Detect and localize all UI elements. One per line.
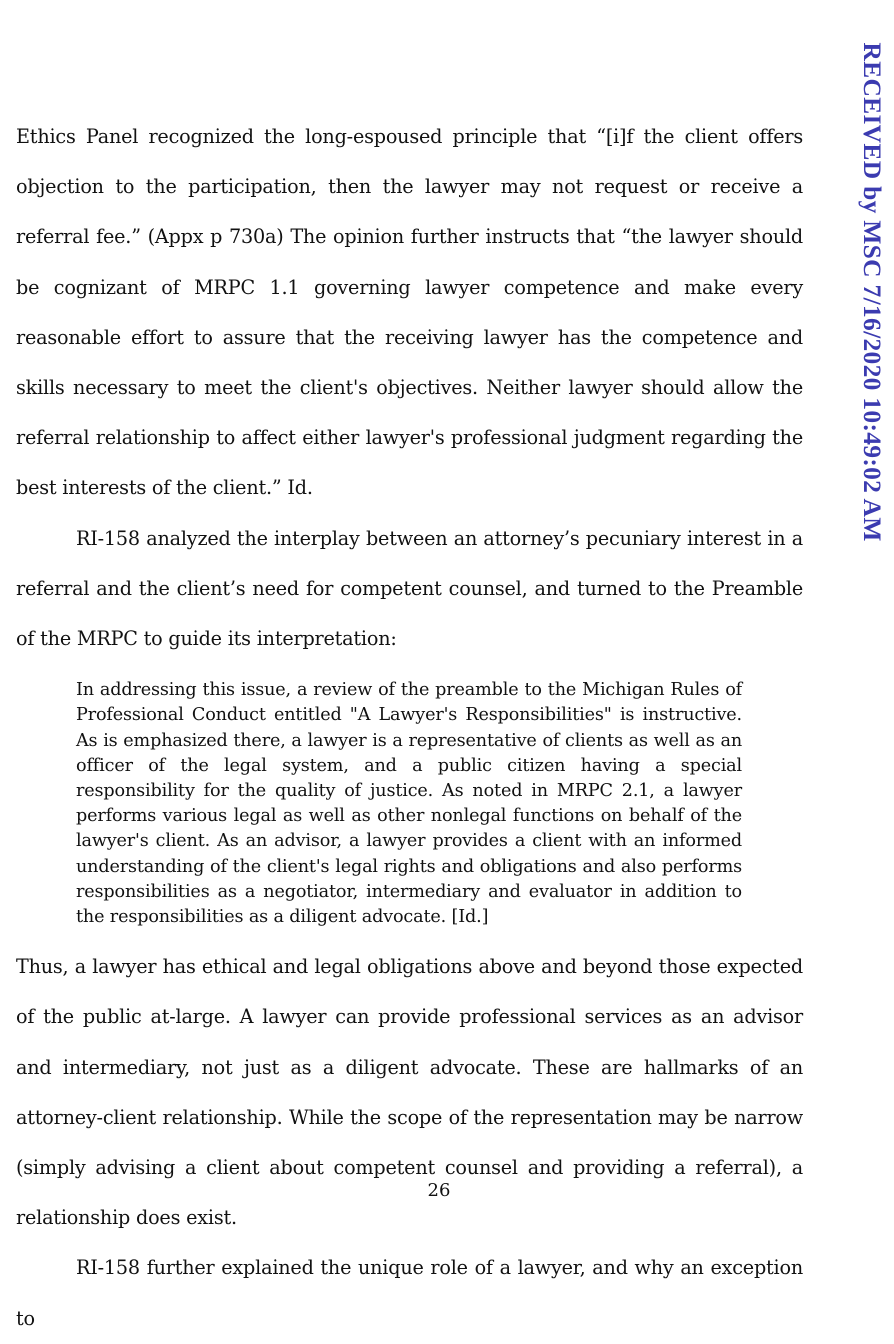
paragraph-ri158-further: RI-158 further explained the unique role of a lawyer, and why an exception to <box>16 1256 803 1330</box>
page-number: 26 <box>427 1180 451 1201</box>
block-quote: In addressing this issue, a review of the preamble to the Michigan Rules of Professional Conduct entitled "A Lawyer's Responsibilities" is instructive. As is emphasized there, a lawyer is a representative of clients as well as an officer of the legal system, and a public citizen having a special responsibility for the quality of justice. As noted in MRPC 2.1, a lawyer performs various legal as well as other nonlegal functions on behalf of the lawyer's client. As an advisor, a lawyer provides a client with an informed understanding of the client's legal rights and obligations and also performs responsibilities as a negotiator, intermediary and evaluator in addition to the responsibilities as a diligent advocate. [Id.] <box>76 680 742 928</box>
paragraph-thus: Thus, a lawyer has ethical and legal obligations above and beyond those expected of the public at-large. A lawyer can provide professional services as an advisor and intermediary, not just as a diligent advocate. These are hallmarks of an attorney-client relationship. While the scope of the representation may be narrow (simply advising a client about competent counsel and providing a referral), a relationship does exist. <box>16 955 803 1230</box>
received-stamp: RECEIVED by MSC 7/16/2020 10:49:02 AM <box>858 42 887 542</box>
paragraph-ri158-analysis: RI-158 analyzed the interplay between an attorney’s pecuniary interest in a referral and the client’s need for competent counsel, and turned to the Preamble of the MRPC to guide its interpretation: <box>16 526 803 651</box>
page-body <box>16 112 803 1344</box>
paragraph-ethics-panel: Ethics Panel recognized the long-espoused principle that “[i]f the client offers objection to the participation, then the lawyer may not request or receive a referral fee.” (Appx p 730a) The opinion further instructs that “the lawyer should be cognizant of MRPC 1.1 governing lawyer competence and make every reasonable effort to assure that the receiving lawyer has the competence and skills necessary to meet the client's objectives. Neither lawyer should allow the referral relationship to affect either lawyer's professional judgment regarding the best interests of the client.” Id. <box>16 125 803 500</box>
